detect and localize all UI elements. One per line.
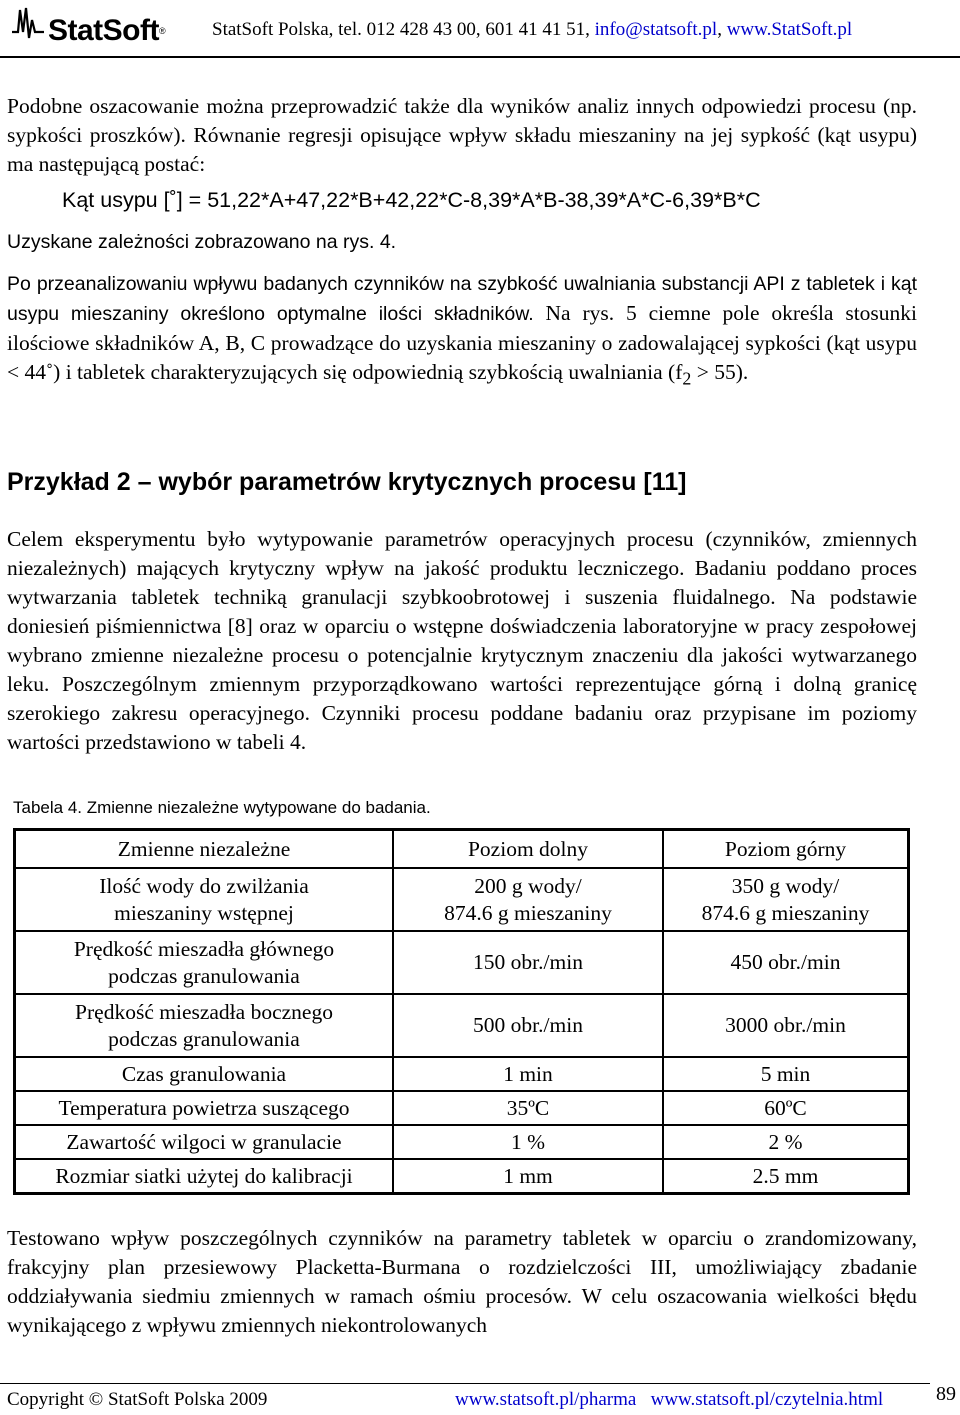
line-2: mieszaniny wstępnej (114, 900, 294, 925)
logo-wordmark (48, 14, 165, 48)
header-low-level: Poziom dolny (393, 830, 663, 869)
variable-name: Czas granulowania (15, 1057, 394, 1091)
website-link[interactable]: www.StatSoft.pl (726, 19, 853, 40)
statsoft-logo (10, 2, 195, 52)
paragraph-3-part-a: Po przeanalizowaniu wpływu badanych czynników na szybkość uwalniania substancji API z tabletek i kąt usypu mieszaniny określono optymalne ilości składników. (7, 273, 917, 325)
low-value: 1 min (393, 1057, 663, 1091)
variable-name (15, 868, 394, 931)
paragraph-2: Uzyskane zależności zobrazowano na rys. 4. (7, 231, 397, 253)
contact-text: StatSoft Polska, tel. 012 428 43 00, 601 41 41 51, (212, 19, 595, 40)
line-2: podczas granulowania (108, 1026, 300, 1051)
line-2: podczas granulowania (108, 963, 300, 988)
logo-wave-icon (10, 2, 50, 46)
registered-mark: ® (159, 26, 166, 36)
table-row (15, 1057, 909, 1091)
czytelnia-link[interactable]: www.statsoft.pl/czytelnia.html (650, 1389, 884, 1410)
variable-name: Zawartość wilgoci w granulacie (15, 1125, 394, 1159)
line-2: 874.6 g mieszaniny (444, 900, 612, 925)
paragraph-1: Podobne oszacowanie można przeprowadzić także dla wyników analiz innych odpowiedzi procesu (np. sypkości proszków). Równanie regresji opisujące wpływ składu mieszaniny na jej sypkość (kąt usypu) ma następującą postać: (7, 94, 917, 176)
subscript: 2 (682, 368, 692, 389)
email-link[interactable]: info@statsoft.pl (594, 19, 718, 40)
table-row (15, 868, 909, 931)
table-header-row (15, 830, 909, 869)
table-caption: Tabela 4. Zmienne niezależne wytypowane do badania. (13, 798, 431, 817)
page-header (0, 0, 960, 62)
low-value: 150 obr./min (393, 931, 663, 994)
header-contact (212, 18, 852, 42)
table-row (15, 931, 909, 994)
table-row (15, 994, 909, 1057)
high-value: 3000 obr./min (663, 994, 909, 1057)
high-value: 60ºC (663, 1091, 909, 1125)
footer-divider (0, 1383, 930, 1384)
variable-name: Rozmiar siatki użytej do kalibracji (15, 1159, 394, 1194)
header-variables: Zmienne niezależne (15, 830, 394, 869)
table-row (15, 1091, 909, 1125)
low-value: 35ºC (393, 1091, 663, 1125)
high-value (663, 868, 909, 931)
section-heading: Przykład 2 – wybór parametrów krytycznych procesu [11] (7, 468, 687, 496)
paragraph-3 (7, 269, 917, 393)
footer-links (455, 1388, 883, 1412)
variable-name: Temperatura powietrza suszącego (15, 1091, 394, 1125)
regression-formula: Kąt usypu [˚] = 51,22*A+47,22*B+42,22*C-8,39*A*B-38,39*A*C-6,39*B*C (62, 188, 761, 212)
logo-text: StatSoft (48, 14, 159, 47)
line-1: Ilość wody do zwilżania (99, 873, 309, 898)
low-value: 1 mm (393, 1159, 663, 1194)
low-value (393, 868, 663, 931)
variable-name (15, 994, 394, 1057)
pharma-link[interactable]: www.statsoft.pl/pharma (455, 1389, 637, 1410)
table-row (15, 1159, 909, 1194)
high-value: 450 obr./min (663, 931, 909, 994)
page-number: 89 (936, 1383, 956, 1405)
low-value: 500 obr./min (393, 994, 663, 1057)
line-1: 350 g wody/ (731, 873, 840, 898)
footer-copyright: Copyright © StatSoft Polska 2009 (7, 1389, 268, 1410)
line-2: 874.6 g mieszaniny (701, 900, 870, 925)
high-value: 2 % (663, 1125, 909, 1159)
paragraph-3-part-b: Na rys. 5 ciemne pole określa stosunki ilościowe składników A, B, C prowadzące do uzyskania mieszaniny o zadowalającej sypkości (kąt usypu < 44˚) i tabletek charakteryzujących się odpowiednią szybkością uwalniania (f (7, 301, 918, 384)
table-row (15, 1125, 909, 1159)
high-value: 5 min (663, 1057, 909, 1091)
header-divider (0, 56, 960, 58)
contact-separator: , (717, 19, 727, 40)
variable-name (15, 931, 394, 994)
high-value: 2.5 mm (663, 1159, 909, 1194)
low-value: 1 % (393, 1125, 663, 1159)
paragraph-4: Celem eksperymentu było wytypowanie parametrów operacyjnych procesu (czynników, zmiennych niezależnych) mających krytyczny wpływ na jakość produktu leczniczego. Badaniu poddano proces wytwarzania tabletek techniką granulacji szybkoobrotowej i suszenia fluidalnego. Na podstawie doniesień piśmiennictwa [8] oraz w oparciu o wstępne doświadczenia laboratoryjne w pracy zespołowej wybrano zmienne niezależne procesu o potencjalnie krytycznym znaczeniu dla jakości wytwarzanego leku. Poszczególnym zmiennym przyporządkowano wartości reprezentujące górną i dolną granicę szerokiego zakresu operacyjnego. Czynniki procesu poddane badaniu oraz przypisane im poziomy wartości przedstawiono w tabeli 4. (7, 527, 917, 754)
variables-table (13, 828, 910, 1195)
line-1: Prędkość mieszadła bocznego (75, 999, 333, 1024)
line-1: 200 g wody/ (474, 873, 582, 898)
header-high-level: Poziom górny (663, 830, 909, 869)
paragraph-3-part-c: > 55). (691, 360, 749, 384)
paragraph-5: Testowano wpływ poszczególnych czynników na parametry tabletek w oparciu o zrandomizowany, frakcyjny plan przesiewowy Placketta-Burmana o rozdzielczości III, umożliwiający zbadanie oddziaływania siedmiu zmiennych w ramach ośmiu procesów. W celu oszacowania wielkości błędu wynikającego z wpływu zmiennych niekontrolowanych (7, 1226, 917, 1337)
line-1: Prędkość mieszadła głównego (73, 936, 335, 961)
